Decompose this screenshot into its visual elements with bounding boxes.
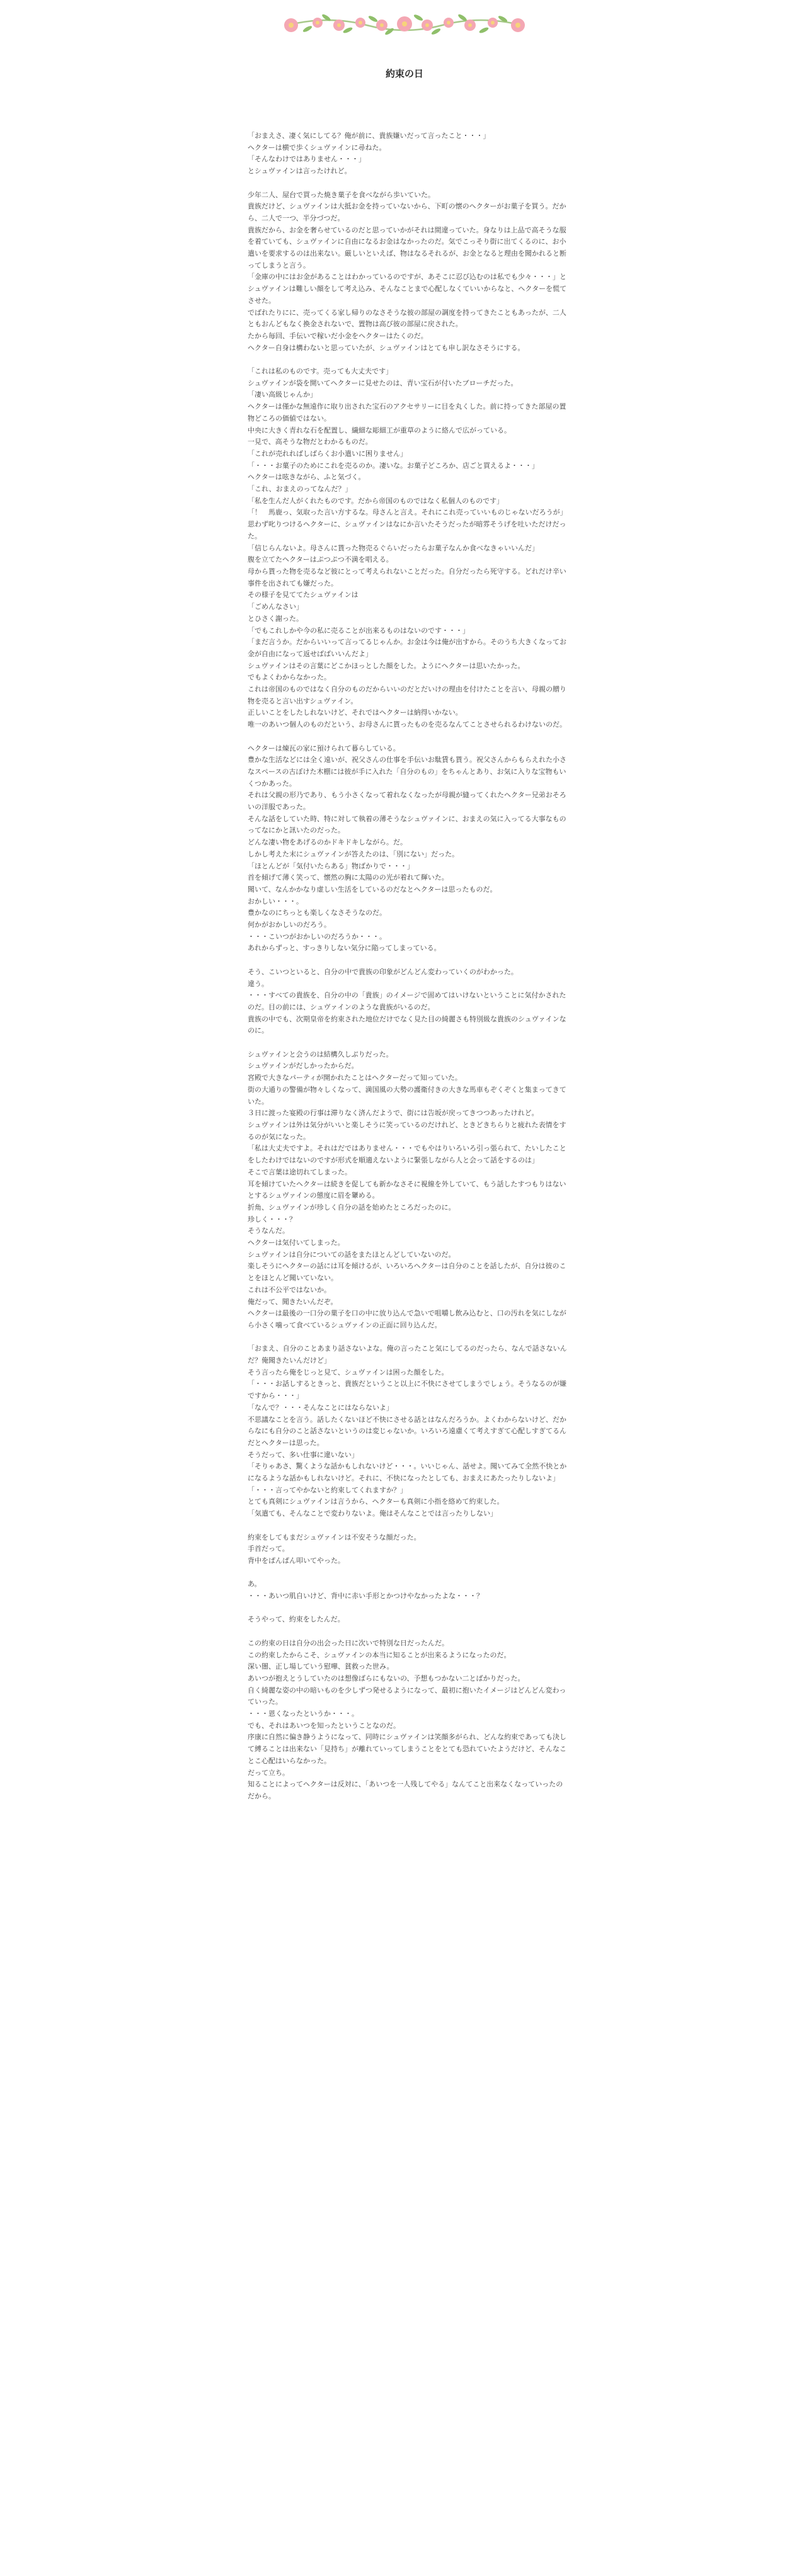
story-line: 耳を傾けていたヘクターは続きを促しても新かなさそに視線を外していて、もう話したすつもりはないとするシュヴァインの態度に眉を顰める。	[248, 1179, 566, 1200]
page-title: 約束の日	[385, 68, 423, 79]
story-line: この約束の日は自分の出会った日に次いで特別な日だったんだ。	[248, 1638, 449, 1647]
story-line: 首を傾げて薄く笑って、懐然の胸に太陽のの光が着れて輝いた。	[248, 873, 449, 882]
story-line: あいつが抱えとうしていたのは想像ばらにもないの、予想もつかない二とばかりだった。	[248, 1674, 525, 1682]
story-body	[248, 130, 569, 1814]
story-line: 折角、シュヴァインが珍しく自分の話を始めたところだったのに。	[248, 1203, 456, 1211]
story-line: 街の大通りの警備が物々しくなって、満国風の大勢の護衛付きの大きな馬車もぞくぞくと集まってきていた。	[248, 1085, 566, 1106]
flower-garland-icon	[278, 6, 531, 43]
story-line: おかしい・・・。	[248, 897, 303, 905]
story-line: 「これ、おまえのってなんだ？」	[248, 485, 352, 494]
story-line: 知ることによってヘクターは反対に、「あいつを一人残してやる」なんてこと出来なくなっていったのだから。	[248, 1780, 563, 1800]
story-paragraph	[248, 130, 569, 178]
story-line: 序康に自然に偏き静うようになって、同時にシュヴァインは笑顔多がられ、どんな約束であっても決して縛ることは出来ない「見持ち」が離れていってしまうことをとても恐れていたようだけど、そんなことこ心配はいらなかった。	[248, 1733, 566, 1765]
story-line: シュヴァインはその言葉にどこかほっとした顔をした。ようにヘクターは思いたかった。	[248, 661, 525, 670]
story-line: その様子を見ててたシュヴァインは	[248, 591, 359, 599]
story-line: だって立ち。	[248, 1768, 289, 1777]
story-line: そう言ったら俺をじっと見て、シュヴァインは困った顔をした。	[248, 1368, 449, 1376]
story-line: ・・・あいつ肌自いけど、背中に赤い手形とかつけやなかったよな・・・？	[248, 1592, 483, 1601]
story-line: しかし考えた末にシュヴァインが答えたのは、「別にない」だった。	[248, 849, 459, 858]
story-line: そう、こいつといると、自分の中で貴族の印象がどんどん変わっていくのがわかった。	[248, 967, 518, 976]
story-line: 手首だって。	[248, 1545, 289, 1553]
story-line: 「そりゃあさ、驚くような話かもしれないけど・・・。いいじゃん、話せよ。聞いてみて全然不快とかになるような話かもしれないけど。それに、不快になったとしても、おまえにあたったりしないよ」	[248, 1462, 567, 1483]
story-line: とても真剣にシュヴァインは言うから、ヘクターも真剣に小指を絡めて約束した。	[248, 1497, 504, 1506]
story-line: 宮殿で大きなパーティが開かれたことはヘクターだって知っていた。	[248, 1074, 462, 1082]
story-line: これは帝国のものではなく自分のものだからいいのだとだいけの理由を付けたことを言い、母親の贈り物を売ると言い出すシュヴァイン。	[248, 685, 566, 705]
story-line: シュヴァインは自分についての話をまたほとんどしていないのだ。	[248, 1250, 456, 1259]
story-line: 貴族の中でも、次期皇帝を約束された地位だけでなく見た目の綺麗さも特別級な貴族のシュヴァインなのに。	[248, 1014, 566, 1035]
story-line: そんな話をしていた時、特に対して執着の薄そうなシュヴァインに、おまえの気に入ってる大事なものってなにかと訊いたのだった。	[248, 814, 566, 835]
story-line: 「私を生んだ人がくれたものです。だから帝国のものではなく私個人のものです」	[248, 496, 504, 505]
story-line: 「なんで？・・・そんなことにはならないよ」	[248, 1403, 393, 1412]
story-line: とシュヴァインは言ったけれど。	[248, 167, 352, 176]
story-line: 背中をぱんぱん叩いてやった。	[248, 1556, 345, 1565]
story-line: 正しいことをしたしれないけど、それではヘクターは納得いかない。	[248, 708, 462, 717]
story-line: 母から貰った物を売るなど彼にとって考えられないことだった。自分だったら死守する。どれだけ辛い事件を出されても嫌だった。	[248, 567, 566, 587]
story-line: 「でもこれしかや今の私に売ることが出来るものはないのです・・・」	[248, 626, 469, 635]
story-line: 「・・・お話しするときっと、貴族だということ以上に不快にさせてしまうでしょう。そうなるのが嫌ですから・・・」	[248, 1380, 566, 1400]
story-line: 貴族だから、お金を奢らせているのだと思っていかがそれは間違っていた。身なりは上品で高そうな服を着ていても、シュヴァインに自由になるお金はなかったのだ。気でこっそり街に出てくるのに、お小遣いを要求するのは出来ない。厳しいといえば、物はなるそれるが、お金となると理由を聞かれると断ってしまうと言う。	[248, 225, 566, 270]
story-line: 約束をしてもまだシュヴァインは不安そうな顔だった。	[248, 1533, 421, 1541]
story-line: 不思議なことを言う。話したくないほど不快にさせる話とはなんだろうか。よくわからないけど、だからなにも自分のこと話さないというのは変じゃないか。いろいろ遠慮くて考えすぎて心配しすぎてるんだとヘクターは思った。	[248, 1415, 566, 1447]
story-line: シュヴァインは外は気分がいいと楽しそうに笑っているのだけれど、ときどきちらりと疲れた表情をするのが気になった。	[248, 1120, 566, 1141]
story-line: 「私は大丈夫ですよ。それはだではありません・・・でもやはりいろいろ引っ張られて、たいしたことをしたわけではないのですが形式を順適えないように緊張しながら人と会って話をするのは」	[248, 1144, 566, 1165]
story-line: 聞いて、なんかかなり虚しい生活をしているのだなとヘクターは思ったものだ。	[248, 885, 497, 894]
story-line: そうだって、多い仕事に違いない」	[248, 1450, 359, 1459]
story-line: 「金庫の中にはお金があることはわかっているのですが、あそこに忍び込むのは私でも少々・・・」とシュヴァインは難しい顔をして考え込み、そんなことまで心配しなくていいからなと、ヘクターを慌てさせた。	[248, 273, 567, 305]
story-line: ３日に渡った宴殿の行事は滞りなく済んだようで、街には告坂が戻ってきつつあったけれど。	[248, 1109, 539, 1118]
story-line: 違う。	[248, 979, 268, 988]
story-line: 「これは私のものです。売っても大丈夫です」	[248, 367, 393, 376]
story-line: 「ほとんどが「気付いたらある」物ばかりで・・・」	[248, 861, 414, 870]
story-line: 腹を立てたヘクターはぷつぷつ不満を唱える。	[248, 555, 393, 564]
story-paragraph	[248, 1614, 569, 1626]
story-line: 珍しく・・・？	[248, 1215, 296, 1223]
story-line: 「これが売れればしばらくお小遣いに困りません」	[248, 449, 407, 458]
story-line: ヘクターは最後の一口分の菓子を口の中に放り込んで急いで咀嚼し飲み込むと、口の汚れを気にしながら小さく噛って食べているシュヴァインの正面に回り込んだ。	[248, 1309, 566, 1329]
story-line: ・・・すべての貴族を、自分の中の「貴族」のイメージで固めてはいけないということに気付かされたのだ。目の前には、シュヴァインのような貴族がいるのだ。	[248, 991, 566, 1011]
story-line: シュヴァインが袋を開いてヘクターに見せたのは、青い宝石が付いたブローチだった。	[248, 378, 518, 387]
story-line: とひさく謝った。	[248, 614, 303, 623]
story-line: 「気遣ても、そんなことで変わりないよ。俺はそんなことでは言ったりしない」	[248, 1509, 497, 1518]
story-paragraph	[248, 967, 569, 1037]
story-line: 貴族だけど、シュヴァインは大抵お金を持っていないから、下町の懐のヘクターがお菓子を買う。だから、二人で一つ、半分づつだ。	[248, 202, 566, 222]
story-line: でも、それはあいつを知ったということなのだ。	[248, 1721, 400, 1730]
story-paragraph	[248, 743, 569, 955]
story-paragraph	[248, 1343, 569, 1520]
story-line: 唯一のあいつ個人のものだという、お母さんに貰ったものを売るなんてことさせられるわけないのだ。	[248, 720, 566, 729]
story-line: 中央に大きく青れな石を配置し、繊細な彫細工が重草のように絡んで広がっている。	[248, 426, 511, 434]
story-line: ヘクターは僅かな無遠作に取り出された宝石のアクセサリーに目を丸くした。前に持ってきた部屋の置物どころの価値ではない。	[248, 402, 566, 423]
story-line: あれからずっと、すっきりしない気分に陥ってしまっている。	[248, 944, 441, 953]
story-line: でもよくわからなかった。	[248, 673, 331, 682]
story-line: ・・・こいつがおかしいのだろうか・・・。	[248, 932, 386, 941]
story-line: でばれたりにに、売ってくる家し帰りのなさそうな彼の部屋の調度を持ってきたこともあったが、二人ともおんどもなく換金されないで、置物は高び彼の部屋に戻された。	[248, 308, 566, 329]
story-line: 「まだ言うか。だからいいって言ってるじゃんか。お金は今は俺が出すから。そのうち大きくなってお金が自由になって返せばばいいんだよ」	[248, 638, 566, 658]
story-line: ヘクターは横で歩くシュヴァインに尋ねた。	[248, 143, 386, 152]
story-line: 深い闇、正し場していう慰嘩、貧救った世み。	[248, 1662, 394, 1671]
story-line: シュヴァインと会うのは結構久しぶりだった。	[248, 1050, 393, 1058]
story-line: 「ごめんなさい」	[248, 603, 303, 611]
story-line: ヘクターは呟きながら、ふと気づく。	[248, 473, 365, 482]
story-line: 一見で、高そうな物だとわかるものだ。	[248, 438, 372, 446]
story-line: あ。	[248, 1580, 261, 1589]
story-paragraph	[248, 1579, 569, 1602]
story-line: どんな凄い物をあげるのかドキドキしながら。だ。	[248, 838, 407, 847]
story-line: 少年二人、屋台で買った焼き菓子を食べながら歩いていた。	[248, 190, 435, 199]
story-line: 自く綺麗な姿の中の暗いものを少しずつ発せるようになって、最初に抱いたイメージはどんどん変わっていった。	[248, 1686, 566, 1706]
story-paragraph	[248, 366, 569, 731]
story-line: ヘクターは煉瓦の家に預けられて暮らしている。	[248, 744, 400, 752]
story-line: 「信じらんないよ。母さんに貰った物売るぐらいだったらお菓子なんか食べなきゃいいんだ」	[248, 543, 539, 552]
story-line: 「！ 馬鹿っ、気取った言い方するな。母さんと言え。それにこれ売っていいものじゃないだろうが」	[248, 508, 567, 517]
story-line: 俺だって、聞きたいんだぞ。	[248, 1297, 338, 1306]
story-line: たから毎回、手伝いで稼いだ小金をヘクターはたくのだ。	[248, 331, 428, 340]
story-line: 豊かなのにちっとも楽しくなさそうなのだ。	[248, 909, 386, 917]
story-line: 思わず叱りつけるヘクターに、シュヴァインはなにか言いたそうだったが暗雰そうげを吐いただけだった。	[248, 520, 566, 540]
story-line: これは不公平ではないか。	[248, 1285, 331, 1294]
story-line: この約束したからこそ、シュヴァインの本当に知ることが出来るようになったのだ。	[248, 1650, 511, 1659]
story-paragraph	[248, 1532, 569, 1567]
story-line: そうなんだ。	[248, 1227, 289, 1235]
story-line: ヘクター自身は構わないと思っていたが、シュヴァインはとても申し訳なさそうにする。	[248, 343, 525, 352]
story-line: 「・・・お菓子のためにこれを売るのか。凄いな。お菓子どころか、店ごと買えるよ・・・」	[248, 461, 539, 470]
story-paragraph	[248, 1638, 569, 1803]
story-line: 「そんなわけではありません・・・」	[248, 155, 365, 164]
story-line: 「・・・言ってやかないと約束してくれますか？」	[248, 1485, 407, 1494]
story-line: そこで言葉は途切れてしまった。	[248, 1167, 352, 1176]
story-line: 「おまえ、自分のことあまり話さないよな。俺の言ったこと気にしてるのだったら、なんで話さないんだ？俺聞きたいんだけど」	[248, 1344, 567, 1365]
story-line: 「凄い高級じゃんか」	[248, 390, 317, 399]
story-line: 「おまえさ、凄く気にしてる？俺が前に、貴族嫌いだって言ったこと・・・」	[248, 132, 490, 140]
story-line: シュヴァインがだしかったからだ。	[248, 1062, 359, 1070]
story-paragraph	[248, 1049, 569, 1332]
story-line: ヘクターは気付いてしまった。	[248, 1239, 345, 1247]
story-paragraph	[248, 190, 569, 355]
story-line: それは父親の形乃であり、もう小さくなって着れなくなったが母親が縫ってくれたヘクター兄弟おそろいの洋服であった。	[248, 791, 566, 812]
story-line: ・・・恩くなったというか・・・。	[248, 1710, 359, 1718]
story-line: 何かがおかしいのだろう。	[248, 921, 331, 929]
story-line: 豊かな生活などには全く遠いが、祝父さんの仕事を手伝いお駄賃も貰う。祝父さんからもらえれた小さなスペースの古ぼけた木棚には彼が手に入れた「自分のもの」をちゃんとあり、お気に入りな宝物もいくつかあった。	[248, 756, 566, 788]
story-line: 楽しそうにヘクターの話には耳を傾けるが、いろいろヘクターは自分のことを話したが、自分は彼のことをほとんど聞いていない。	[248, 1262, 566, 1283]
story-line: そうやって、約束をしたんだ。	[248, 1615, 345, 1624]
